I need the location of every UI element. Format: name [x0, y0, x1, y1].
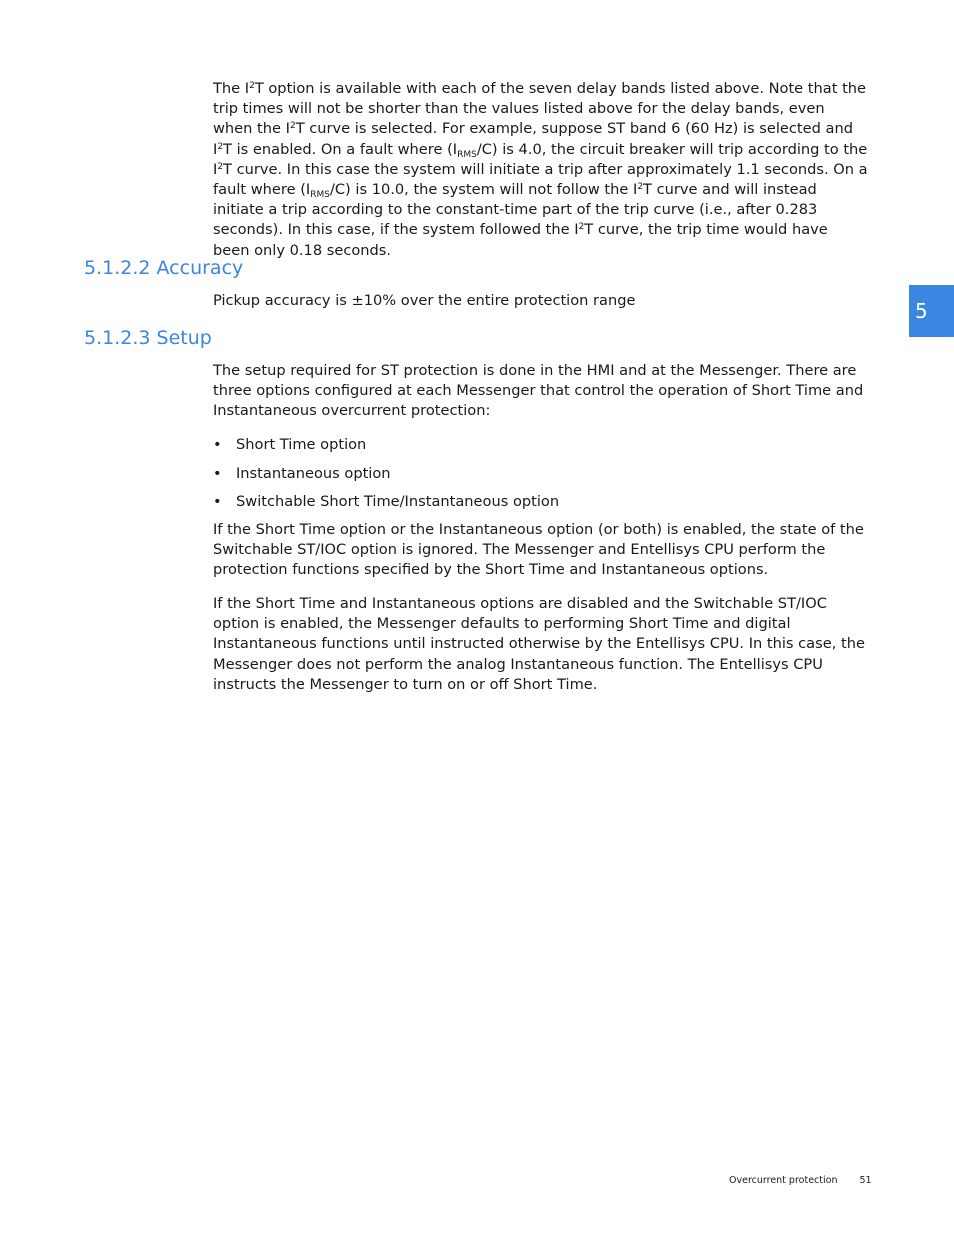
- setup-intro-paragraph: The setup required for ST protection is done in the HMI and at the Messenger. There are three options configured at each Messenger that control the operation of Short Time and Instantaneous overcurrent protection:: [213, 362, 864, 420]
- setup-options-list: [213, 435, 868, 521]
- chapter-tab: 5: [909, 285, 954, 337]
- accuracy-text: Pickup accuracy is ±10% over the entire protection range: [213, 292, 636, 309]
- list-item: [213, 464, 868, 484]
- footer-section-title: Overcurrent protection: [729, 1175, 838, 1186]
- setup-paragraph-1: If the Short Time option or the Instantaneous option (or both) is enabled, the state of the Switchable ST/IOC option is ignored. The Messenger and Entellisys CPU perform the protection functions specified by the Short Time and Instantaneous options.: [213, 521, 864, 579]
- bullet-icon: •: [213, 493, 222, 510]
- list-item: [213, 492, 868, 512]
- option-label: Instantaneous option: [236, 464, 391, 482]
- setup-heading: 5.1.2.3 Setup: [84, 327, 212, 349]
- page-number: 51: [859, 1175, 872, 1186]
- setup-paragraph-2: If the Short Time and Instantaneous options are disabled and the Switchable ST/IOC option is enabled, the Messenger defaults to performing Short Time and digital Instantaneous functions until instructed otherwise by the Entellisys CPU. In this case, the Messenger does not perform the analog Instantaneous function. The Entellisys CPU instructs the Messenger to turn on or off Short Time.: [213, 595, 865, 693]
- page-footer: [729, 1175, 872, 1187]
- bullet-icon: •: [213, 464, 222, 482]
- intro-paragraph: The $I^2T$ option is available with each of the seven delay bands listed above. Note that the trip times will not be shorter than the values listed above for the delay bands, even when the $I^2T$ curve is selected. For example, suppose ST band 6 (60 Hz) is selected and $I^2T$ is enabled. On a fault where $(I_{RMS}/C)$ is 4.0, the circuit breaker will trip according to the $I^2T$ curve. In this case the system will initiate a trip after approximately 1.1 seconds. On a fault where $(I_{RMS}/C)$ is 10.0, the system will not follow the $I^2T$ curve and will instead initiate a trip according to the constant-time part of the trip curve (i.e., after 0.283 seconds). In this case, if the system followed the $I^2T$ curve, the trip time would have been only 0.18 seconds.: [213, 80, 868, 259]
- accuracy-heading: 5.1.2.2 Accuracy: [84, 257, 244, 279]
- bullet-icon: •: [213, 436, 222, 453]
- option-label: Switchable Short Time/Instantaneous option: [236, 493, 560, 510]
- option-label: Short Time option: [236, 436, 367, 453]
- list-item: [213, 435, 868, 455]
